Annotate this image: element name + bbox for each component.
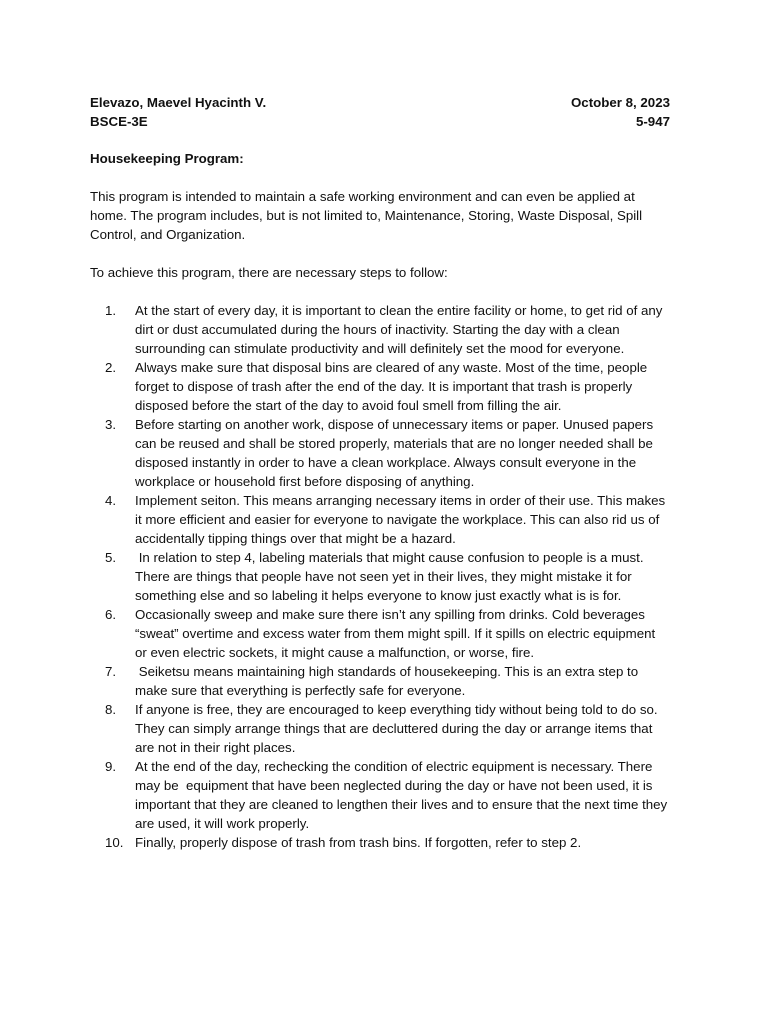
list-item xyxy=(90,358,670,415)
header-row-2 xyxy=(90,112,670,131)
step-text: If anyone is free, they are encouraged to keep everything tidy without being told to do so. They can simply arrange things that are decluttered during the day or arrange items that are not in their right places. xyxy=(135,702,662,755)
course-section: BSCE-3E xyxy=(90,114,148,129)
list-item xyxy=(90,757,670,833)
step-text: Seiketsu means maintaining high standards of housekeeping. This is an extra step to make sure that everything is perfectly safe for everyone. xyxy=(135,664,642,698)
section-code: 5-947 xyxy=(635,114,670,129)
list-item xyxy=(90,491,670,548)
list-item xyxy=(90,833,670,852)
step-number: 2. xyxy=(105,360,117,375)
step-number: 7. xyxy=(105,664,117,679)
list-item xyxy=(90,605,670,662)
list-item xyxy=(90,700,670,757)
step-number: 9. xyxy=(105,759,117,774)
header-row-1 xyxy=(90,93,670,112)
step-text: At the end of the day, rechecking the condition of electric equipment is necessary. There may be equipment that have been neglected during the day or have not been used, it is important that they are cleaned to lengthen their lives and to ensure that the next time they are used, it will work properly. xyxy=(135,759,671,831)
step-number: 3. xyxy=(105,417,117,432)
step-number: 8. xyxy=(105,702,117,717)
step-text: In relation to step 4, labeling materials that might cause confusion to people is a must. There are things that people have not seen yet in their lives, they might mistake it for something else and so labeling it helps everyone to know just exactly what is is for. xyxy=(135,550,647,603)
document-page xyxy=(90,93,670,852)
step-text: Implement seiton. This means arranging necessary items in order of their use. This makes it more efficient and easier for everyone to navigate the workplace. This can also rid us of accidentally tipping things over that might be a hazard. xyxy=(135,493,669,546)
list-item xyxy=(90,301,670,358)
lead-paragraph: To achieve this program, there are necessary steps to follow: xyxy=(90,265,448,280)
document-date: October 8, 2023 xyxy=(570,95,670,110)
step-text: Finally, properly dispose of trash from trash bins. If forgotten, refer to step 2. xyxy=(135,835,582,850)
step-text: Before starting on another work, dispose of unnecessary items or paper. Unused papers can be reused and shall be stored properly, materials that are no longer needed shall be disposed instantly in order to have a clean workplace. Always consult everyone in the workplace or household first before disposing of anything. xyxy=(135,417,657,489)
step-number: 5. xyxy=(105,550,117,565)
step-text: Occasionally sweep and make sure there isn’t any spilling from drinks. Cold beverages “sweat” overtime and excess water from them might spill. If it spills on electric equipment or even electric sockets, it might cause a malfunction, or worse, fire. xyxy=(135,607,659,660)
list-item xyxy=(90,548,670,605)
step-text: Always make sure that disposal bins are cleared of any waste. Most of the time, people forget to dispose of trash after the end of the day. It is important that trash is properly disposed before the start of the day to avoid foul smell from filling the air. xyxy=(135,360,651,413)
document-title: Housekeeping Program: xyxy=(90,151,244,166)
step-number: 1. xyxy=(105,303,117,318)
step-number: 6. xyxy=(105,607,117,622)
steps-list xyxy=(90,301,670,852)
step-number: 4. xyxy=(105,493,117,508)
list-item xyxy=(90,662,670,700)
intro-paragraph: This program is intended to maintain a safe working environment and can even be applied at home. The program includes, but is not limited to, Maintenance, Storing, Waste Disposal, Spill Control, and Organization. xyxy=(90,189,643,242)
step-number: 10. xyxy=(105,835,124,850)
author-name: Elevazo, Maevel Hyacinth V. xyxy=(90,95,267,110)
step-text: At the start of every day, it is important to clean the entire facility or home, to get rid of any dirt or dust accumulated during the hours of inactivity. Starting the day with a clean surrounding can stimulate productivity and will definitely set the mood for everyone. xyxy=(135,303,667,356)
list-item xyxy=(90,415,670,491)
